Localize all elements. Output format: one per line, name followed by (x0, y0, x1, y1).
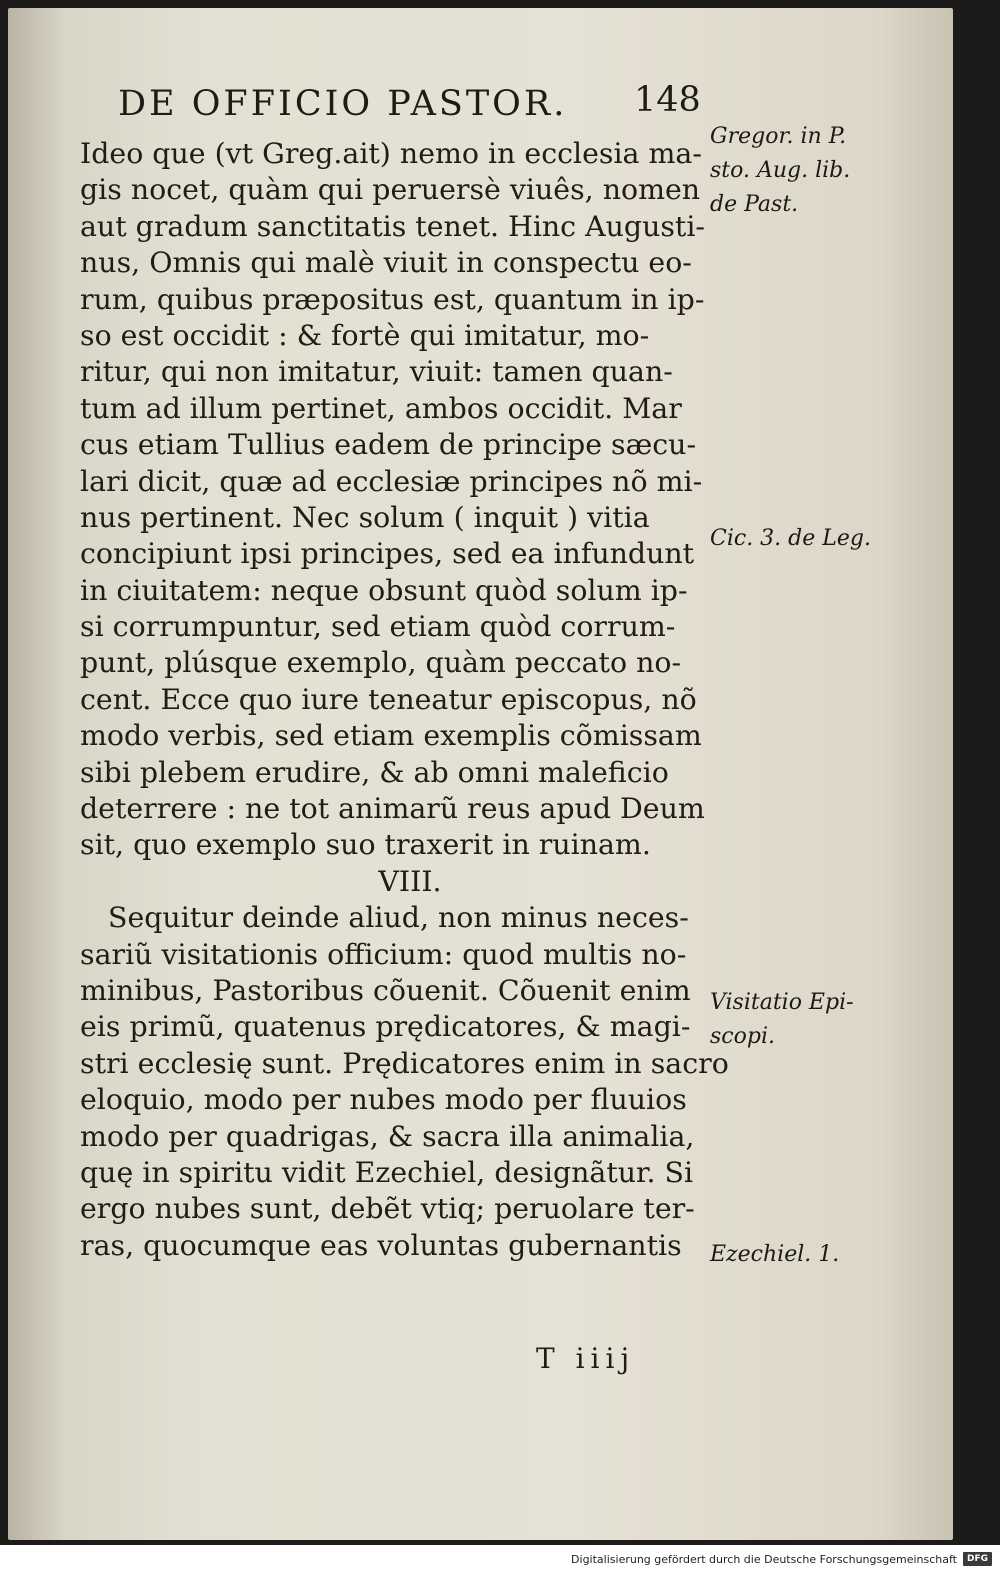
text-line: ergo nubes sunt, debẽt vtiq; peruolare ter- (80, 1192, 695, 1226)
text-line: modo per quadrigas, & sacra illa animalia, (80, 1119, 695, 1153)
text-line: ritur, qui non imitatur, viuit: tamen quan- (80, 355, 673, 389)
text-line: rum, quibus præpositus est, quantum in ip- (80, 282, 705, 316)
text-line: stri ecclesię sunt. Prędicatores enim in sacro (80, 1046, 729, 1080)
section-number: VIII. (378, 864, 442, 898)
margin-note-line: Gregor. in P. (710, 124, 847, 149)
text-line: ras, quocumque eas voluntas gubernantis (80, 1228, 682, 1262)
text-line: nus, Omnis qui malè viuit in conspectu eo- (80, 246, 692, 280)
dfg-logo-icon: DFG (963, 1552, 992, 1566)
text-line: tum ad illum pertinet, ambos occidit. Mar (80, 391, 682, 425)
text-line: lari dicit, quæ ad ecclesiæ principes nõ mi- (80, 464, 703, 498)
main-text-block (80, 136, 729, 1264)
text-line: sariũ visitationis officium: quod multis no- (80, 937, 687, 971)
text-line: Sequitur deinde aliud, non minus neces- (108, 901, 689, 935)
text-line: punt, plúsque exemplo, quàm peccato no- (80, 646, 682, 680)
margin-note-line: Visitatio Epi- (710, 990, 854, 1015)
text-line: aut gradum sanctitatis tenet. Hinc Augusti- (80, 209, 706, 243)
book-page (8, 8, 953, 1540)
margin-note-visitatio (710, 986, 880, 1054)
text-line: si corrumpuntur, sed etiam quòd corrum- (80, 610, 676, 644)
margin-note-line: scopi. (710, 1024, 775, 1049)
margin-note-line: Ezechiel. 1. (710, 1242, 840, 1267)
text-line: cus etiam Tullius eadem de principe sæcu- (80, 428, 697, 462)
catchword-signature: T iiij (536, 1342, 636, 1375)
funding-credit: Digitalisierung gefördert durch die Deutsche Forschungsgemeinschaft (571, 1552, 957, 1566)
text-line: eloquio, modo per nubes modo per fluuios (80, 1083, 687, 1117)
text-line: sit, quo exemplo suo traxerit in ruinam. (80, 828, 651, 862)
text-line: cent. Ecce quo iure teneatur episcopus, nõ (80, 682, 697, 716)
margin-note-line: de Past. (710, 192, 799, 217)
text-line: sibi plebem erudire, & ab omni maleficio (80, 755, 669, 789)
digitization-footer (571, 1552, 992, 1566)
text-line: Ideo que (vt Greg.ait) nemo in ecclesia ma- (80, 137, 702, 170)
margin-note-line: sto. Aug. lib. (710, 158, 851, 183)
margin-note-ezechiel (710, 1238, 880, 1272)
text-line: nus pertinent. Nec solum ( inquit ) vitia (80, 500, 650, 534)
margin-note-line: Cic. 3. de Leg. (710, 526, 871, 551)
text-line: concipiunt ipsi principes, sed ea infundunt (80, 537, 695, 571)
running-title: DE OFFICIO PASTOR. (118, 84, 568, 124)
margin-note-cicero (710, 522, 880, 556)
text-line: deterrere : ne tot animarũ reus apud Deum (80, 792, 705, 826)
page-number: 148 (634, 80, 701, 120)
text-line: minibus, Pastoribus cõuenit. Cõuenit enim (80, 973, 691, 1007)
text-line: so est occidit : & fortè qui imitatur, mo- (80, 318, 650, 352)
text-line: eis primũ, quatenus prędicatores, & magi- (80, 1010, 691, 1044)
text-line: in ciuitatem: neque obsunt quòd solum ip- (80, 573, 688, 607)
text-line: modo verbis, sed etiam exemplis cõmissam (80, 719, 702, 753)
text-line: gis nocet, quàm qui peruersè viuês, nomen (80, 173, 701, 207)
margin-note-gregor (710, 120, 880, 222)
text-line: quę in spiritu vidit Ezechiel, designãtur. Si (80, 1155, 694, 1189)
